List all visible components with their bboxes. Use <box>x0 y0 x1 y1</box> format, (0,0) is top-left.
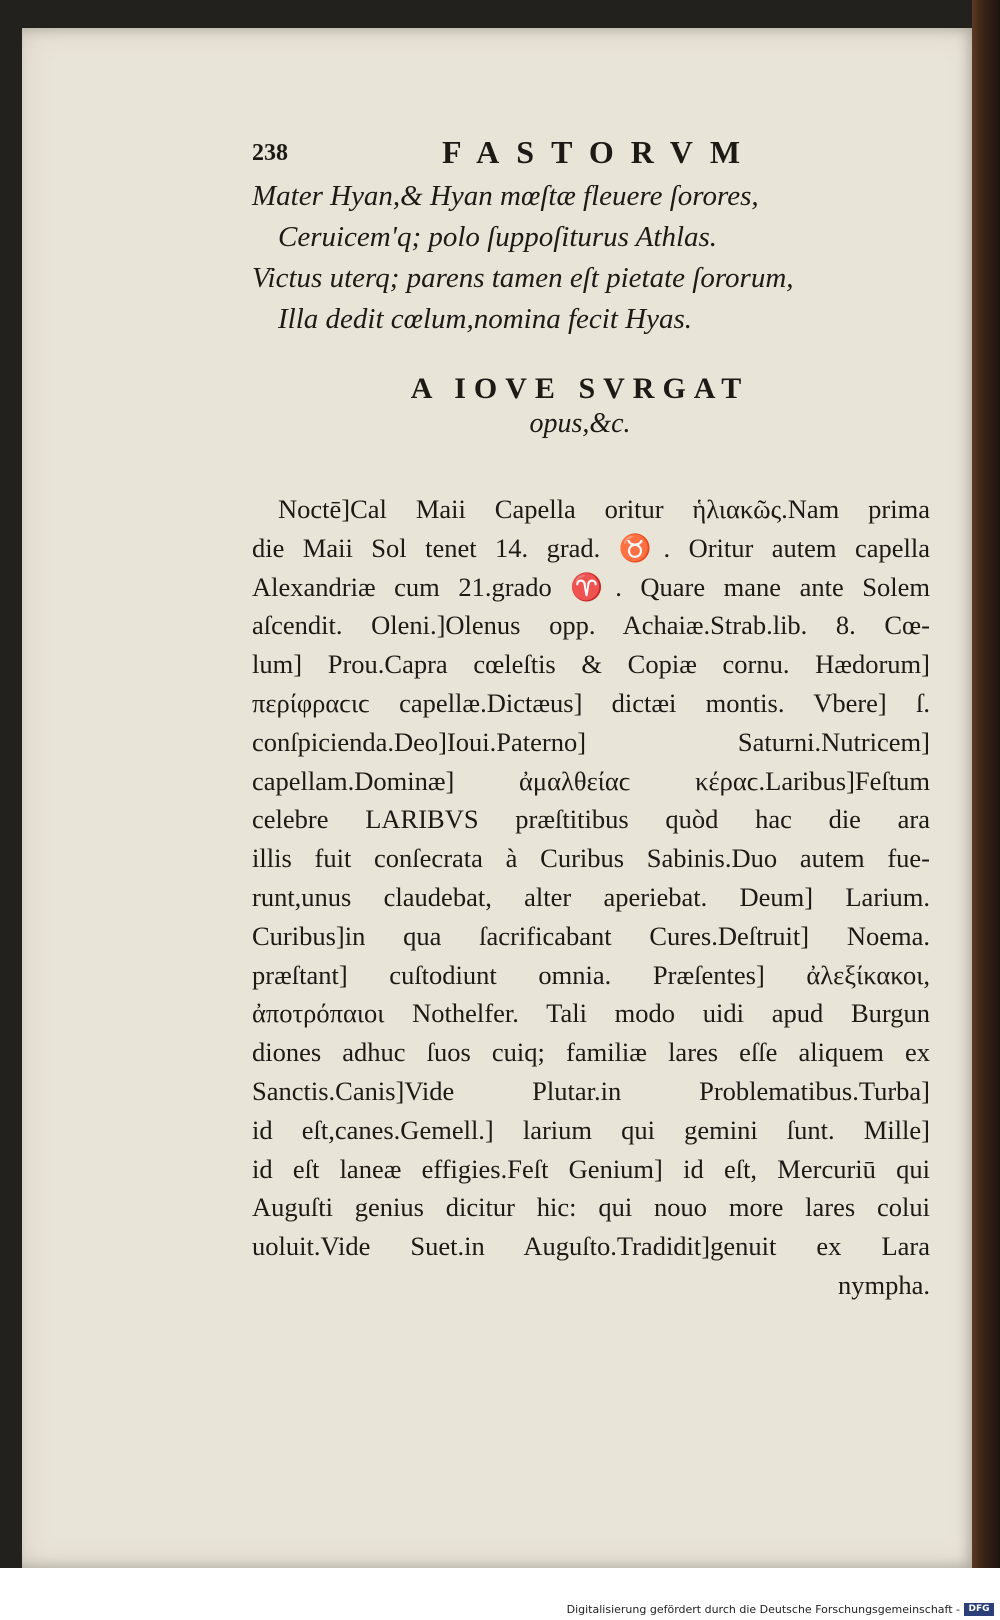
commentary-line: ἀποτρόπαιοι Nothelfer. Tali modo uidi apud Burgun <box>252 998 930 1029</box>
commentary-line: Sanctis.Canis]Vide Plutar.in Problematibus.Turba] <box>252 1075 930 1106</box>
commentary-line: περίφραϲιϲ capellæ.Dictæus] dictæi montis. Vbere] ſ. <box>252 687 930 718</box>
commentary-line: lum] Prou.Capra cœleſtis & Copiæ cornu. Hædorum] <box>252 649 930 680</box>
verse-block <box>252 176 852 340</box>
commentary-line: die Maii Sol tenet 14. grad. ♉. Oritur autem capella <box>252 532 930 563</box>
commentary-line: runt,unus claudebat, alter aperiebat. Deum] Larium. <box>252 881 930 912</box>
book-binding-edge <box>972 0 1000 1620</box>
commentary-line: præſtant] cuſtodiunt omnia. Præſentes] ἀλεξίκακοι, <box>252 959 930 990</box>
catchword: nympha. <box>838 1269 930 1300</box>
verse-line: Mater Hyan,& Hyan mœſtæ fleuere ſorores, <box>252 180 759 212</box>
commentary-line: celebre LARIBVS præſtitibus quòd hac die ara <box>252 804 930 835</box>
section-heading <box>250 372 910 440</box>
verse-line: Illa dedit cœlum,nomina fecit Hyas. <box>278 303 692 335</box>
commentary-line: illis fuit conſecrata à Curibus Sabinis.Duo autem fue- <box>252 843 930 874</box>
commentary-line: uoluit.Vide Suet.in Auguſto.Tradidit]genuit ex Lara <box>252 1231 930 1262</box>
commentary-line: capellam.Dominæ] ἀμαλθείαϲ κέραϲ.Laribus]Feſtum <box>252 765 930 796</box>
running-title: FASTORVM <box>442 134 758 170</box>
verse-line: Ceruicem'q; polo ſuppoſiturus Athlas. <box>278 221 718 253</box>
commentary-line: aſcendit. Oleni.]Olenus opp. Achaiæ.Strab.lib. 8. Cœ- <box>252 610 930 641</box>
commentary-line: conſpicienda.Deo]Ioui.Paterno] Saturni.Nutricem] <box>252 726 930 757</box>
commentary-line: Auguſti genius dicitur hic: qui nouo more lares colui <box>252 1192 930 1223</box>
commentary-line: id eſt laneæ effigies.Feſt Genium] id eſt, Mercuriū qui <box>252 1153 930 1184</box>
commentary-line: Alexandriæ cum 21.grado ♈. Quare mane ante Solem <box>252 571 930 602</box>
commentary-line: id eſt,canes.Gemell.] larium qui gemini ſunt. Mille] <box>252 1114 930 1145</box>
section-heading-sub: opus,&c. <box>529 408 631 439</box>
commentary-line: diones adhuc ſuos cuiq; familiæ lares eſſe aliquem ex <box>252 1037 930 1068</box>
section-heading-main: A IOVE SVRGAT <box>410 372 750 405</box>
page-number: 238 <box>252 140 288 166</box>
dfg-logo: DFG <box>964 1603 994 1616</box>
digitization-credit: Digitalisierung gefördert durch die Deutsche Forschungsgemeinschaft - <box>566 1603 960 1616</box>
footer-bar <box>0 1568 1000 1620</box>
commentary-line: Curibus]in qua ſacrificabant Cures.Deſtruit] Noema. <box>252 920 930 951</box>
verse-line: Victus uterq; parens tamen eſt pietate ſororum, <box>252 262 794 294</box>
commentary-block <box>252 490 930 1305</box>
commentary-line: Noctē]Cal Maii Capella oritur ἡλιακῶς.Nam prima <box>278 494 930 524</box>
